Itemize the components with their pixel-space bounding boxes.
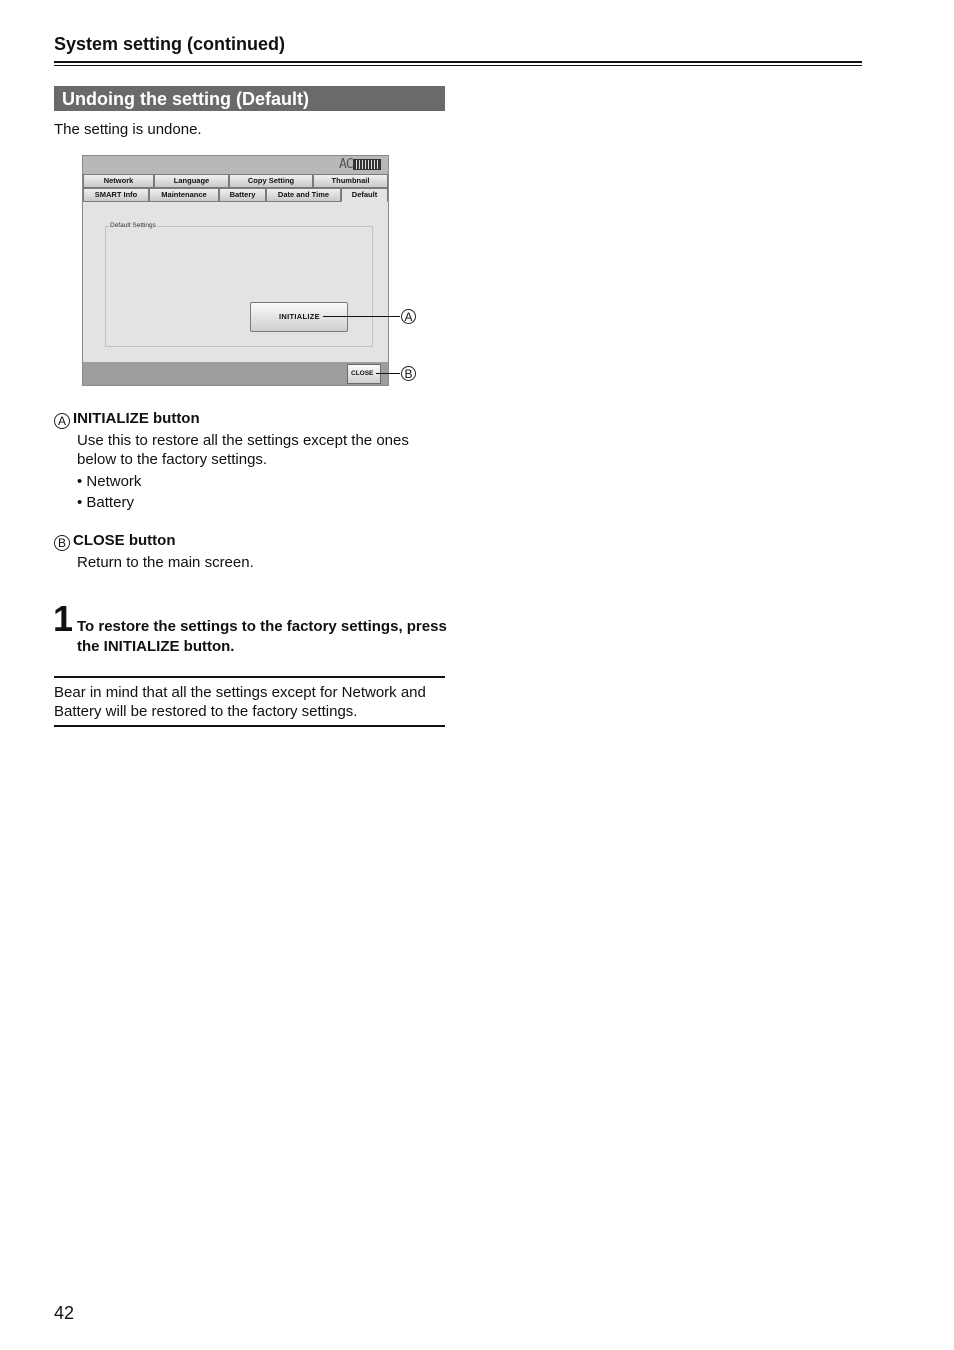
tab-copy-setting[interactable]: Copy Setting	[229, 174, 313, 188]
item-a-title: INITIALIZE button	[73, 410, 200, 427]
item-b-description: Return to the main screen.	[77, 554, 254, 571]
callout-line-b	[376, 373, 400, 374]
item-a-bullet-battery: • Battery	[77, 494, 134, 511]
item-b-heading	[54, 532, 175, 551]
tab-thumbnail[interactable]: Thumbnail	[313, 174, 388, 188]
device-screenshot	[82, 155, 389, 386]
group-box-label: Default Settings	[110, 222, 156, 229]
close-button[interactable]: CLOSE	[347, 364, 381, 384]
tab-date-and-time[interactable]: Date and Time	[266, 188, 341, 202]
step-text: To restore the settings to the factory settings, press the INITIALIZE button.	[77, 618, 447, 655]
ac-indicator: AC	[339, 157, 353, 172]
section-heading: Undoing the setting (Default)	[54, 86, 445, 111]
callout-a: A	[401, 309, 416, 324]
tab-maintenance[interactable]: Maintenance	[149, 188, 219, 202]
callout-line-a	[323, 316, 400, 317]
note-text: Bear in mind that all the settings except for Network and Battery will be restored to the factory settings.	[54, 684, 426, 720]
item-a-heading	[54, 410, 200, 429]
note-top-rule	[54, 676, 445, 678]
tab-default[interactable]: Default	[341, 188, 388, 202]
header-title: System setting (continued)	[54, 34, 286, 54]
note-bottom-rule	[54, 725, 445, 727]
item-a-description: Use this to restore all the settings except the ones below to the factory settings.	[77, 432, 409, 468]
tab-smart-info[interactable]: SMART Info	[83, 188, 149, 202]
bottom-bar	[83, 362, 388, 385]
tabs-row-1	[83, 174, 388, 188]
item-b-title: CLOSE button	[73, 532, 176, 549]
tab-battery[interactable]: Battery	[219, 188, 266, 202]
settings-panel	[83, 202, 388, 362]
tab-network[interactable]: Network	[83, 174, 154, 188]
step-number: 1	[53, 598, 74, 639]
header-rule-thin	[54, 65, 862, 66]
header-rule	[54, 61, 862, 63]
page-number: 42	[54, 1303, 75, 1323]
tabs-row-2	[83, 188, 388, 202]
tab-language[interactable]: Language	[154, 174, 229, 188]
item-a-bullet-network: • Network	[77, 473, 142, 490]
initialize-button[interactable]: INITIALIZE	[250, 302, 348, 332]
intro-text: The setting is undone.	[54, 121, 202, 138]
battery-icon	[353, 159, 381, 170]
item-a-marker: A	[54, 413, 70, 429]
top-strip	[83, 156, 388, 174]
callout-b: B	[401, 366, 416, 381]
item-b-marker: B	[54, 535, 70, 551]
